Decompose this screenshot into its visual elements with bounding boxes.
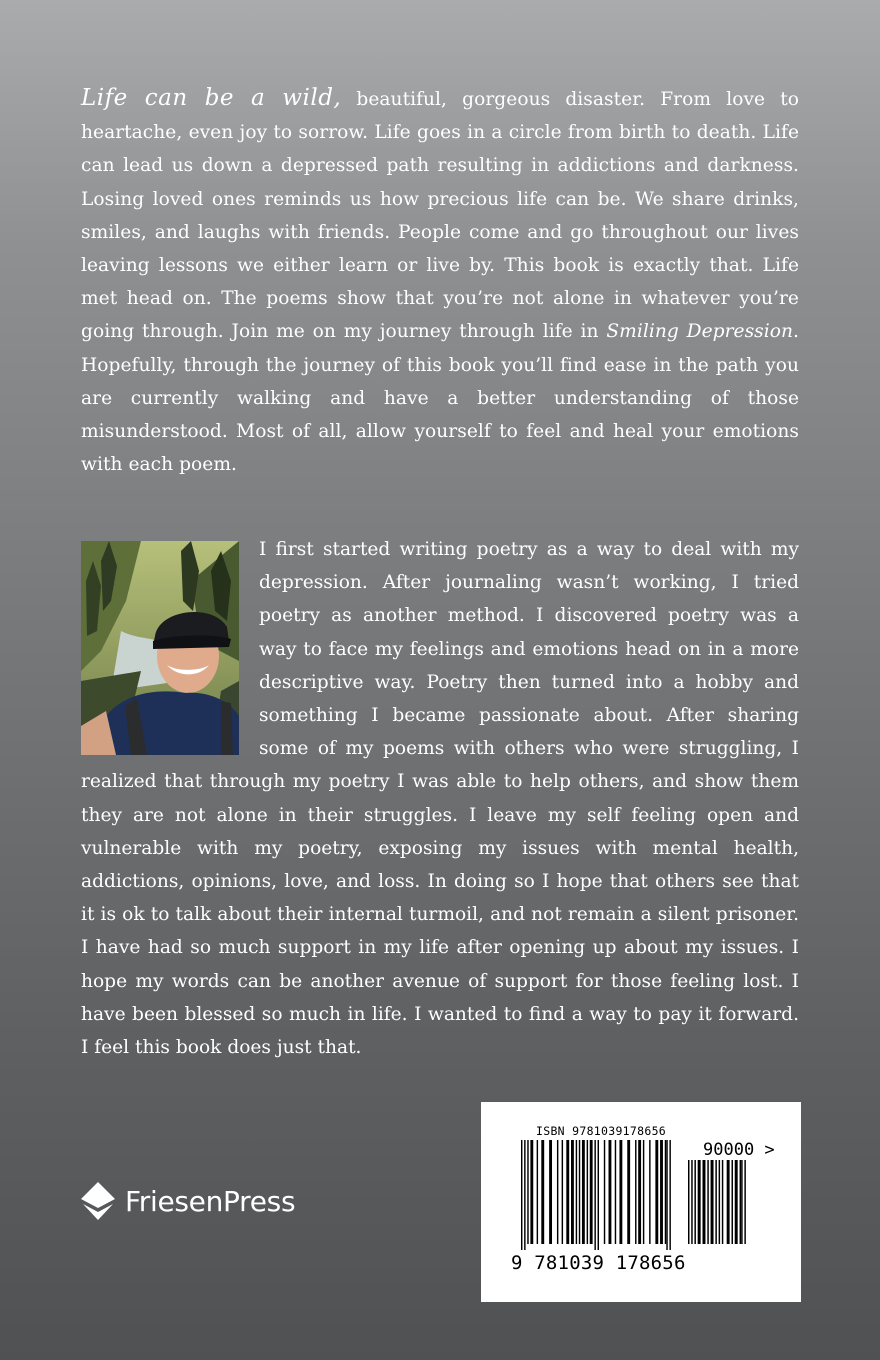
barcode-bar (727, 1160, 730, 1244)
barcode-bar (594, 1140, 595, 1250)
barcode-bar (649, 1140, 650, 1244)
author-photo (81, 541, 239, 755)
barcode-bar (655, 1140, 658, 1244)
barcode-bar (694, 1160, 695, 1244)
price-addon-barcode (688, 1160, 746, 1250)
barcode-bar (735, 1160, 738, 1244)
barcode-bar (566, 1140, 569, 1244)
barcode-bar (660, 1140, 663, 1244)
barcode-bar (604, 1140, 605, 1244)
back-cover-blurb (81, 82, 799, 481)
barcode-bar (691, 1160, 692, 1244)
barcode-bar (537, 1140, 538, 1244)
barcode-bar (579, 1140, 580, 1244)
barcode-bar (587, 1140, 588, 1244)
blurb-text-part2: . Hopefully, through the journey of this book you’ll find ease in the path you are currently walking and have a better understanding of those misunderstood. Most of all, allow yourself to feel and heal your emotions with each poem. (81, 321, 799, 476)
barcode-bar (669, 1140, 670, 1250)
barcode-bar (530, 1140, 533, 1244)
barcode-bar (741, 1160, 742, 1244)
barcode-bar (627, 1140, 630, 1244)
barcode-bar (527, 1140, 528, 1244)
barcode-bar (615, 1140, 616, 1244)
bio-text: I first started writing poetry as a way to deal with my depression. After journaling wasn’t working, I tried poetry as another method. I discovered poetry was a way to face my feelings and emotions head on in a more descriptive way. Poetry then turned into a hobby and something I became passionate about. After sharing some of my poems with others who were struggling, I realized that through my poetry I was able to help others, and show them they are not alone in their struggles. I leave my self feeling open and vulnerable with my poetry, exposing my issues with mental health, addictions, opinions, love, and loss. In doing so I hope that others see that it is ok to talk about their internal turmoil, and not remain a silent prisoner. I have had so much support in my life after opening up about my issues. I hope my words can be another avenue of support for those feeling lost. I have been blessed so much in life. I wanted to find a way to pay it forward. I feel this book does just that. (81, 539, 799, 1059)
barcode-bar (698, 1160, 701, 1244)
barcode-bar (703, 1160, 706, 1244)
barcode-bar (557, 1140, 558, 1244)
isbn-digits: 9 781039 178656 (511, 1252, 686, 1274)
author-photo-image (81, 541, 239, 755)
barcode-bar (590, 1140, 593, 1244)
price-code: 90000 > (703, 1140, 775, 1160)
publisher-logo (80, 1181, 295, 1221)
barcode-bar (521, 1140, 522, 1250)
author-bio (81, 533, 799, 1064)
barcode-bar (643, 1140, 644, 1244)
barcode-bar (666, 1140, 667, 1250)
publisher-name: FriesenPress (125, 1184, 296, 1218)
barcode-bar (740, 1160, 741, 1244)
barcode-bar (541, 1140, 544, 1244)
barcode-bar (598, 1140, 599, 1250)
barcode-bar (722, 1160, 723, 1244)
barcode-bar (711, 1160, 714, 1244)
ean13-barcode (521, 1140, 671, 1250)
book-title-italic: Smiling Depression (606, 321, 794, 343)
isbn-label: ISBN 9781039178656 (536, 1124, 667, 1138)
barcode-bar (524, 1140, 525, 1250)
barcode-bar (576, 1140, 577, 1244)
barcode-bar (549, 1140, 552, 1244)
barcode-bar (582, 1140, 585, 1244)
barcode-bar (707, 1160, 708, 1244)
barcode-bar (619, 1140, 622, 1244)
barcode-bar (638, 1140, 641, 1244)
blurb-lead-script: Life can be a wild, (81, 85, 342, 111)
barcode-bar (719, 1160, 720, 1244)
isbn-barcode-panel (481, 1102, 801, 1302)
diamond-logo-icon (80, 1181, 116, 1221)
barcode-bar (744, 1160, 745, 1244)
barcode-bar (715, 1160, 716, 1244)
barcode-bar (635, 1140, 636, 1244)
barcode-bar (732, 1160, 733, 1244)
barcode-bar (688, 1160, 689, 1244)
barcode-bar (571, 1140, 574, 1244)
barcode-bar (562, 1140, 563, 1244)
blurb-text-part1: beautiful, gorgeous disaster. From love to heartache, even joy to sorrow. Life goes in a circle from birth to death. Life can lead us down a depressed path resulting in addictions and darkness. Losing loved ones reminds us how precious life can be. We share drinks, smiles, and laughs with friends. People come and go throughout our lives leaving lessons we either learn or live by. This book is exactly that. Life met head on. The poems show that you’re not alone in whatever you’re going through. Join me on my journey through life in (81, 89, 799, 343)
barcode-bar (609, 1140, 612, 1244)
barcode-bar (665, 1140, 666, 1244)
